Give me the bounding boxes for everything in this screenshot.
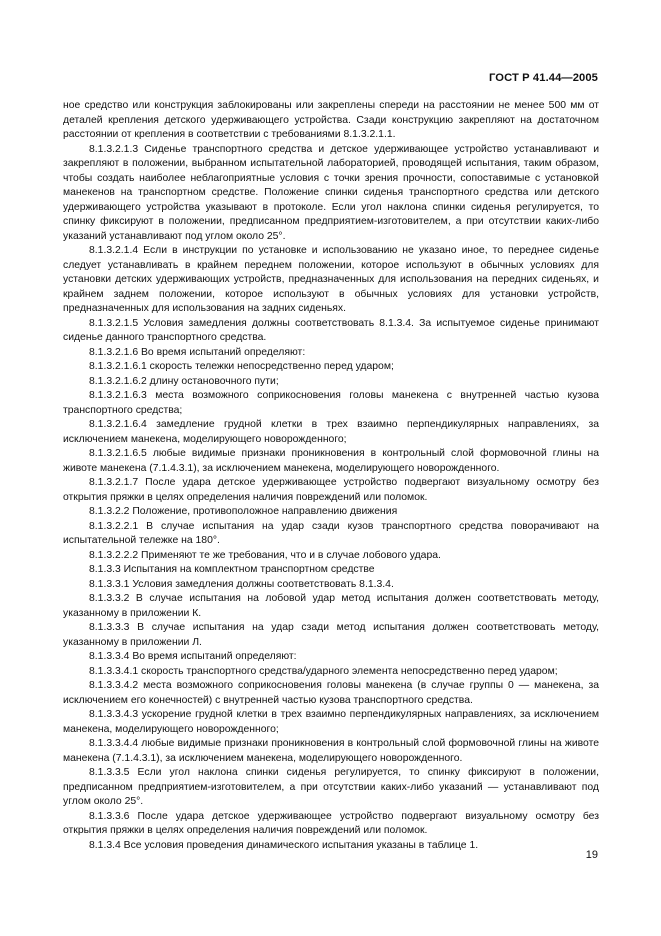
paragraph: 8.1.3.3.4.2 места возможного соприкосновения головы манекена (в случае группы 0 — манекена, за исключением его конечностей) с внутренней частью кузова транспортного средства. [63,680,599,706]
paragraph: 8.1.3.2.1.6.1 скорость тележки непосредственно перед ударом; [89,361,394,372]
paragraph: 8.1.3.3.4.1 скорость транспортного средства/ударного элемента непосредственно перед ударом; [89,665,558,677]
paragraph: 8.1.3.2.1.4 Если в инструкции по установке и использованию не указано иное, то переднее сиденье следует устанавливать в крайнем переднем положении, которое используют в обычных условиях для установки детских удерживающих устройств, предназначенных для использования на передних сиденьях, и крайнем заднем положении, которое используют в обычных условиях для установки устройств, предназначенных для использования на задних сиденьях. [63,245,599,314]
paragraph: ное средство или конструкция заблокированы или закреплены спереди на расстоянии не менее 500 мм от деталей крепления детского удерживающего устройства. Сзади конструкцию закрепляют на достаточном расстоянии от крепления в соответствии с требованиями 8.1.3.2.1.1. [63,100,599,140]
paragraph: 8.1.3.3.6 После удара детское удерживающее устройство подвергают визуальному осмотру без открытия пряжки в целях определения наличия повреждений или поломок. [63,810,599,836]
paragraph: 8.1.3.2.1.5 Условия замедления должны соответствовать 8.1.3.4. За испытуемое сиденье принимают сиденье данного транспортного средства. [63,317,599,343]
paragraph: 8.1.3.3.4.3 ускорение грудной клетки в трех взаимно перпендикулярных направлениях, за исключением манекена, моделирующего новорожденного; [63,709,599,735]
section-heading: 8.1.3.2.2 Положение, противоположное направлению движения [89,506,398,517]
body-text [63,99,599,853]
paragraph: 8.1.3.2.2.1 В случае испытания на удар сзади кузов транспортного средства поворачивают на испытательной тележке на 180°. [63,520,599,546]
paragraph: 8.1.3.2.2.2 Применяют те же требования, что и в случае лобового удара. [89,549,441,561]
paragraph: 8.1.3.3.4 Во время испытаний определяют: [89,651,297,662]
paragraph: 8.1.3.2.1.6.2 длину остановочного пути; [89,375,279,387]
paragraph: 8.1.3.3.2 В случае испытания на лобовой удар метод испытания должен соответствовать методу, указанному в приложении К. [63,593,599,619]
page-number: 19 [585,849,598,861]
section-heading: 8.1.3.3 Испытания на комплектном транспортном средстве [89,564,375,575]
paragraph: 8.1.3.2.1.6.4 замедление грудной клетки в трех взаимно перпендикулярных направлениях, за исключением манекена, моделирующего новорожденного; [63,419,599,445]
paragraph: 8.1.3.3.5 Если угол наклона спинки сиденья регулируется, то спинку фиксируют в положении, предписанном предприятием-изготовителем, а при отсутствии каких-либо указаний — устанавливают под углом около 25°. [63,767,599,807]
paragraph: 8.1.3.3.3 В случае испытания на удар сзади метод испытания должен соответствовать методу, указанному в приложении Л. [63,622,599,648]
paragraph: 8.1.3.2.1.3 Сиденье транспортного средства и детское удерживающее устройство устанавливают и закрепляют в положении, выбранном испытательной лабораторией, проводящей испытания, таким образом, чтобы создать наиболее неблагоприятные условия с точки зрения прочности, сопоставимые с установкой манекенов на транспортном средстве. Положение спинки сиденья транспортного средства или детского удерживающего устройства указывают в протоколе. Если угол наклона спинки сиденья регулируется, то спинку фиксируют в положении, предписанном предприятием-изготовителем, а при отсутствии каких-либо указаний устанавливают под углом около 25°. [63,143,599,242]
paragraph: 8.1.3.4 Все условия проведения динамического испытания указаны в таблице 1. [89,839,479,851]
paragraph: 8.1.3.2.1.6 Во время испытаний определяют: [89,346,306,358]
paragraph: 8.1.3.2.1.6.5 любые видимые признаки проникновения в контрольный слой формовочной глины на животе манекена (7.1.4.3.1), за исключением манекена, моделирующего новорожденного. [63,448,599,474]
paragraph: 8.1.3.3.1 Условия замедления должны соответствовать 8.1.3.4. [89,578,394,590]
paragraph: 8.1.3.2.1.6.3 места возможного соприкосновения головы манекена с внутренней частью кузова транспортного средства; [63,390,599,416]
paragraph: 8.1.3.2.1.7 После удара детское удерживающее устройство подвергают визуальному осмотру без открытия пряжки в целях определения наличия повреждений или поломок. [63,477,599,503]
paragraph: 8.1.3.3.4.4 любые видимые признаки проникновения в контрольный слой формовочной глины на животе манекена (7.1.4.3.1), за исключением манекена, моделирующего новорожденного. [63,738,599,764]
standard-header: ГОСТ Р 41.44—2005 [489,72,598,84]
